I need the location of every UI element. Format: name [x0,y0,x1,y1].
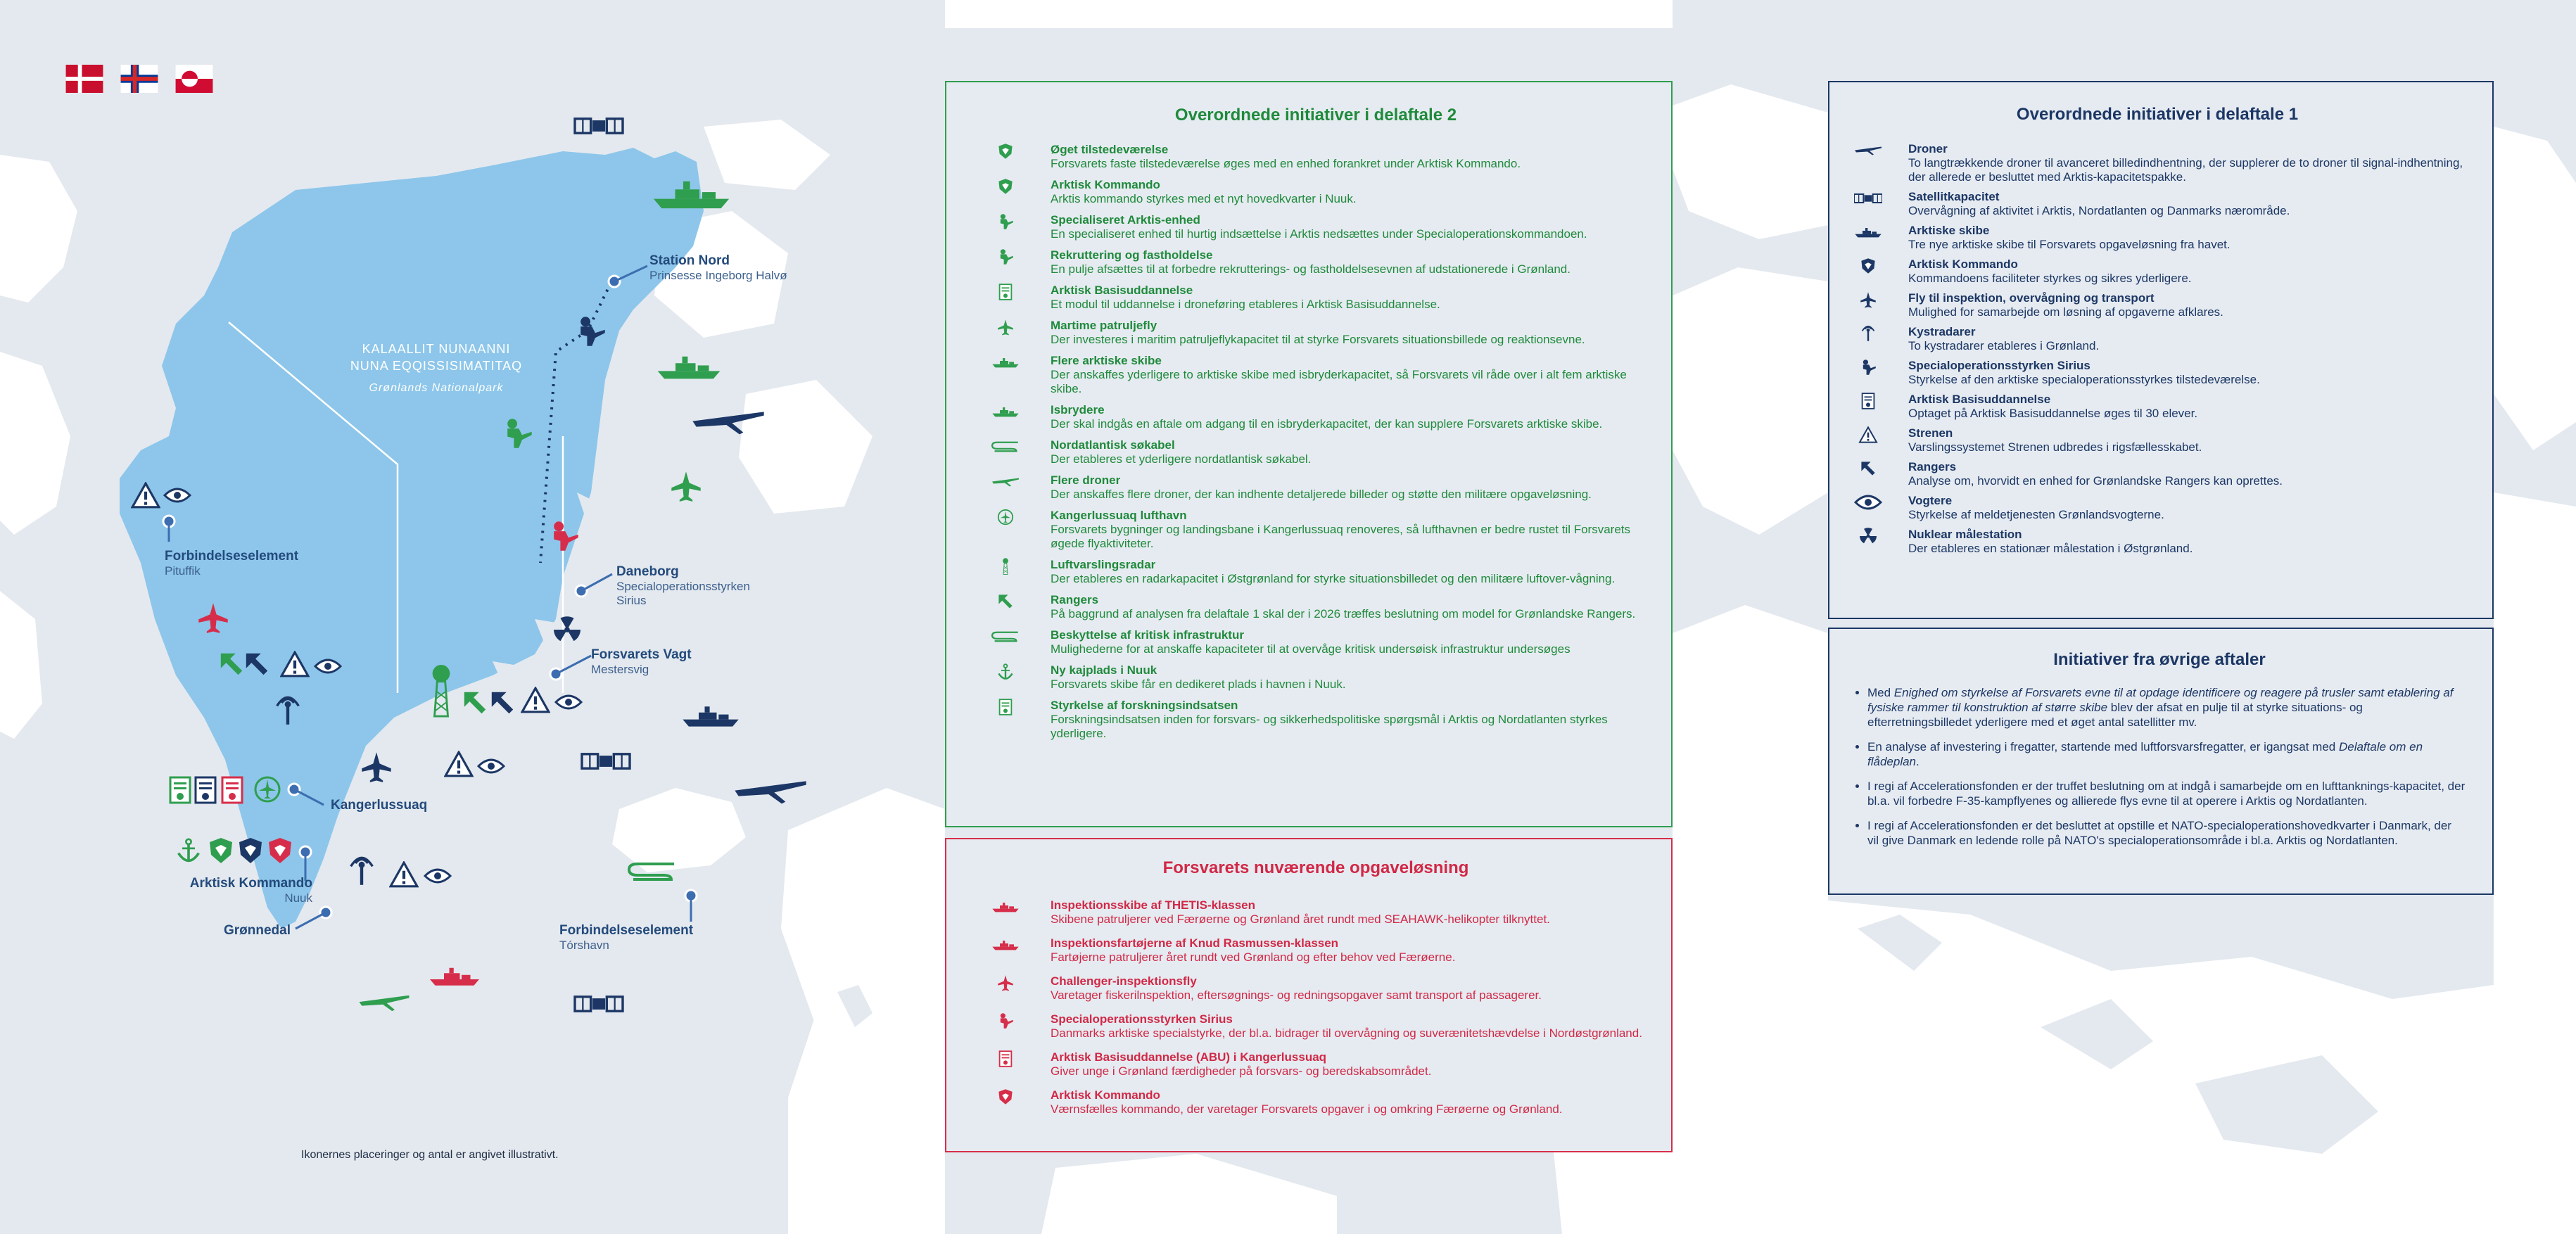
initiative-item [989,402,1643,431]
location-gronnedal [224,923,291,939]
plane-icon [989,974,1022,992]
item-desc: Forskningsindsatsen inden for forsvars- og sikkerhedspolitiske spørgsmål i Arktis og Nordatlanten styrkes yderligere. [1051,713,1608,740]
initiative-item [1844,392,2471,421]
radar-icon [1844,324,1893,343]
initiatives-list [989,142,1643,741]
initiative-item [1844,527,2471,556]
initiative-item [989,974,1643,1003]
location-name: Forbindelseselement [559,923,694,938]
other-initiative-item: • I regi af Accelerationsfonden er det besluttet at opstille et NATO-specialoperationshovedkvarter i Danmark, der vil give Danmark en ledende rolle på NATO's specialoperationsområde i bl.a. Arktis og Nordatlanten. [1867,818,2466,848]
item-desc: Der skal indgås en aftale om adgang til en isbryderkapacitet, der kan supplere Forsvarets arktiske skibe. [1051,417,1603,431]
item-title: Arktiske skibe [1908,224,1990,237]
initiative-item [1844,358,2471,387]
item-title: Arktisk Kommando [1051,1088,1160,1102]
item-title: Styrkelse af forskningsindsatsen [1051,699,1238,712]
airport-icon [989,508,1022,526]
item-desc: Styrkelse af den arktiske specialoperationsstyrkes tilstedeværelse. [1908,373,2260,386]
location-kangerlussuaq [331,798,427,813]
drone-icon [1844,141,1893,160]
item-desc: Forsvarets faste tilstedeværelse øges med en enhed forankret under Arktisk Kommando. [1051,157,1521,170]
item-desc: Der anskaffes yderligere to arktiske skibe med isbryderkapacitet, så Forsvarets vil råde over i alt fem arktiske skibe. [1051,368,1627,395]
location-mestersvig [591,647,692,677]
initiative-item [989,1012,1643,1041]
item-title: Flere droner [1051,473,1121,487]
initiative-item [989,628,1643,656]
item-desc: Tre nye arktiske skibe til Forsvarets opgaveløsning fra havet. [1908,238,2231,251]
research-icon [989,698,1022,716]
other-initiative-item: • En analyse af investering i fregatter, startende med luftforsvarsfregatter, er igangsat med Delaftale om en flådeplan. [1867,739,2466,769]
initiative-item [1844,257,2471,286]
item-title: Rangers [1051,593,1099,606]
initiative-item [989,142,1643,171]
location-nuuk [186,876,312,905]
faroe-flag-icon [117,65,162,93]
item-title: Strenen [1908,426,1953,440]
initiative-item [989,936,1643,965]
location-name: Forbindelseselement [165,549,299,564]
item-title: Specialoperationsstyrken Sirius [1908,359,2090,372]
item-desc: En pulje afsættes til at forbedre rekrutterings- og fastholdelsesevnen af udstationerede i Grønland. [1051,262,1571,276]
item-desc: Analyse om, hvorvidt en enhed for Grønlandske Rangers kan oprettes. [1908,474,2283,488]
initiative-item [1844,324,2471,353]
item-desc: Der etableres en radarkapacitet i Østgrønland for styrke situationsbilledet og den militære luftover-vågning. [1051,572,1616,585]
item-title: Arktisk Kommando [1908,257,2018,271]
location-pituffik [165,549,298,578]
item-title: Arktisk Basisuddannelse [1051,284,1193,297]
rangers-icon [1844,459,1893,478]
item-title: Arktisk Kommando [1051,178,1160,191]
item-desc: Værnsfælles kommando, der varetager Forsvarets opgaver i og omkring Færøerne og Grønland. [1051,1102,1563,1116]
initiative-item [1844,426,2471,454]
item-desc: Mulighederne for at anskaffe kapaciteter til at overvåge kritisk undersøisk infrastruktur undersøges [1051,642,1571,656]
other-initiative-item: • I regi af Accelerationsfonden er der truffet beslutning om at indgå i samarbejde om en lufttanknings-kapacitet, der bl.a. vil forbedre F-35-kampflyenes og allierede flys evne til at operere i Arktis og Nordatlanten. [1867,779,2466,808]
location-name: Daneborg [616,564,679,579]
item-title: Nuklear målestation [1908,528,2022,541]
initiative-item [989,283,1643,312]
item-title: Ny kajplads i Nuuk [1051,663,1157,677]
drone-icon [989,473,1022,491]
location-station-nord [649,253,787,283]
item-desc: En specialiseret enhed til hurtig indsættelse i Arktis nedsættes under Specialoperationskommandoen. [1051,227,1587,241]
item-desc: To kystradarer etableres i Grønland. [1908,339,2100,352]
item-title: Vogtere [1908,494,1953,507]
initiative-item [989,318,1643,347]
location-sub: Prinsesse Ingeborg Halvø [649,269,787,282]
initiative-item [989,473,1643,502]
item-desc: Giver unge i Grønland færdigheder på forsvars- og beredskabsområdet. [1051,1064,1432,1078]
shield-icon [989,142,1022,160]
location-daneborg [616,564,750,608]
item-title: Rangers [1908,460,1957,473]
item-title: Martime patruljefly [1051,319,1157,332]
item-title: Specialiseret Arktis-enhed [1051,213,1200,227]
shield-icon [989,1088,1022,1106]
item-desc: Der etableres en stationær målestation i Østgrønland. [1908,542,2193,555]
other-initiative-item: • Med Enighed om styrkelse af Forsvarets evne til at opdage identificere og reagere på trusler samt etablering af fysiske rammer til konstruktion af større skibe blev der afsat en pulje til at styrke situations- og efterretningsbilledet yderligere med et øget antal satellitter mv. [1867,685,2466,730]
location-sub: Pituffik [165,564,201,578]
initiative-item [1844,141,2471,184]
shield-icon [989,177,1022,196]
delaftale2-panel [945,81,1673,827]
initiative-item [989,1088,1643,1117]
delaftale1-panel [1828,81,2494,619]
initiative-item [1844,291,2471,319]
eye-icon [1844,493,1893,511]
rangers-icon [989,592,1022,611]
item-title: Inspektionsskibe af THETIS-klassen [1051,898,1255,912]
other-initiatives-list [1853,685,2466,848]
plane-icon [989,318,1022,336]
item-desc: Der anskaffes flere droner, der kan indhente detaljerede billeder og støtte den militære opgaveløsning. [1051,488,1592,501]
radar-tower-icon [989,557,1022,575]
initiative-item [1844,189,2471,218]
item-desc: Fartøjerne patruljerer året rundt ved Grønland og efter behov ved Færøerne. [1051,950,1456,964]
panel-title: Overordnede initiativer i delaftale 2 [1174,106,1457,125]
warning-icon [1844,426,1893,444]
location-sub: Tórshavn [559,939,609,952]
item-title: Flere arktiske skibe [1051,354,1162,367]
item-title: Kystradarer [1908,325,1976,338]
item-desc: Forsvarets bygninger og landingsbane i Kangerlussuaq renoveres, så lufthavnen er bedre rustet til Forsvarets øgede flyaktiviteter. [1051,523,1631,550]
item-title: Isbrydere [1051,403,1105,416]
item-desc: Varetager fiskerilnspektion, eftersøgnings- og redningsopgaver samt transport af passagerer. [1051,988,1542,1002]
item-desc: Overvågning af aktivitet i Arktis, Nordatlanten og Danmarks nærområde. [1908,204,2290,217]
item-desc: To langtrækkende droner til avanceret billedindhentning, der supplerer de to droner til signal-indhentning, der allerede er besluttet med Arktis-kapacitetspakke. [1908,156,2463,184]
location-name: Kangerlussuaq [331,798,428,813]
panel-title: Forsvarets nuværende opgaveløsning [1162,858,1469,877]
initiative-item [989,698,1643,741]
ship-icon [1844,223,1893,241]
item-title: Challenger-inspektionsfly [1051,974,1197,988]
territory-label [331,341,542,397]
item-desc: Mulighed for samarbejde om løsning af opgaverne afklares. [1908,305,2223,319]
initiative-item [1844,459,2471,488]
item-desc: Forsvarets skibe får en dedikeret plads i havnen i Nuuk. [1051,678,1346,691]
territory-name-line2: NUNA EQQISSISIMATITAQ [350,359,523,373]
item-title: Arktisk Basisuddannelse (ABU) i Kangerlussuaq [1051,1050,1327,1064]
initiative-item [989,557,1643,586]
item-title: Øget tilstedeværelse [1051,143,1169,156]
panel-title: Initiativer fra øvrige aftaler [2053,650,2266,669]
item-title: Fly til inspektion, overvågning og transport [1908,291,2155,305]
initiative-item [989,438,1643,466]
plane-icon [1844,291,1893,309]
denmark-flag-icon [62,65,107,93]
initiative-item [989,1050,1643,1079]
initiative-item [989,177,1643,206]
item-title: Luftvarslingsradar [1051,558,1156,571]
item-title: Specialoperationsstyrken Sirius [1051,1012,1233,1026]
icebreaker-icon [989,402,1022,421]
initiatives-list [1844,141,2471,556]
location-name: Station Nord [649,253,730,268]
greenland-flag-icon [172,65,217,93]
item-desc: Styrkelse af meldetjenesten Grønlandsvogterne. [1908,508,2164,521]
anchor-icon [989,663,1022,681]
item-title: Kangerlussuaq lufthavn [1051,509,1187,522]
item-title: Beskyttelse af kritisk infrastruktur [1051,628,1244,642]
item-desc: På baggrund af analysen fra delaftale 1 skal der i 2026 træffes beslutning om model for Grønlandske Rangers. [1051,607,1636,621]
cable-icon [989,438,1022,456]
initiative-item [989,592,1643,621]
location-sub: Mestersvig [591,663,649,676]
initiative-item [1844,223,2471,252]
initiative-item [989,248,1643,276]
initiative-item [989,353,1643,396]
radiation-icon [1844,527,1893,545]
soldier-icon [1844,358,1893,376]
park-name: Grønlands Nationalpark [369,382,504,394]
tasks-list [989,898,1643,1117]
item-desc: Kommandoens faciliteter styrkes og sikres yderligere. [1908,272,2192,285]
satellite-icon [1844,189,1893,208]
item-title: Arktisk Basisuddannelse [1908,393,2051,406]
location-name: Arktisk Kommando [189,876,312,891]
certificate-icon [1844,392,1893,410]
current-tasks-panel [945,838,1673,1152]
item-desc: Arktis kommando styrkes med et nyt hovedkvarter i Nuuk. [1051,192,1357,205]
ship-icon [989,936,1022,954]
item-title: Nordatlantisk søkabel [1051,438,1175,452]
ship-icon [989,898,1022,916]
item-desc: Der etableres et yderligere nordatlantisk søkabel. [1051,452,1312,466]
initiative-item [989,212,1643,241]
certificate-icon [989,1050,1022,1068]
initiative-item [989,663,1643,692]
item-desc: Danmarks arktiske specialstyrke, der bl.a. bidrager til overvågning og suverænitetshævdelse i Nordøstgrønland. [1051,1026,1642,1040]
initiative-item [989,898,1643,927]
initiative-item [1844,493,2471,522]
item-desc: Et modul til uddannelse i droneføring etableres i Arktisk Basisuddannelse. [1051,298,1440,311]
item-title: Satellitkapacitet [1908,190,2000,203]
map-note: Ikonernes placeringer og antal er angivet illustrativt. [301,1149,559,1161]
soldier-icon [989,212,1022,231]
shield-icon [1844,257,1893,275]
item-desc: Varslingssystemet Strenen udbredes i rigsfællesskabet. [1908,440,2202,454]
location-sub: Specialoperationsstyrken [616,580,750,593]
location-sub2: Sirius [616,594,647,607]
infrastructure-icon [989,628,1022,646]
item-desc: Skibene patruljerer ved Færøerne og Grønland året rundt med SEAHAWK-helikopter tilknyttet. [1051,912,1550,926]
location-torshavn [559,923,693,953]
item-title: Inspektionsfartøjerne af Knud Rasmussen-klassen [1051,936,1339,950]
soldier-icon [989,1012,1022,1030]
territory-name-line1: KALAALLIT NUNAANNI [362,342,511,356]
initiative-item [989,508,1643,551]
location-name: Forsvarets Vagt [591,647,692,662]
people-icon [989,248,1022,266]
ship-icon [989,353,1022,371]
certificate-icon [989,283,1022,301]
panel-title: Overordnede initiativer i delaftale 1 [2016,105,2299,124]
item-desc: Der investeres i maritim patruljeflykapacitet til at styrke Forsvarets situationsbillede og reaktionsevne. [1051,333,1585,346]
item-title: Rekruttering og fastholdelse [1051,248,1213,262]
location-name: Grønnedal [224,923,291,938]
item-title: Droner [1908,142,1948,155]
item-desc: Optaget på Arktisk Basisuddannelse øges til 30 elever. [1908,407,2198,420]
location-sub: Nuuk [284,891,312,905]
other-agreements-panel [1828,628,2494,895]
